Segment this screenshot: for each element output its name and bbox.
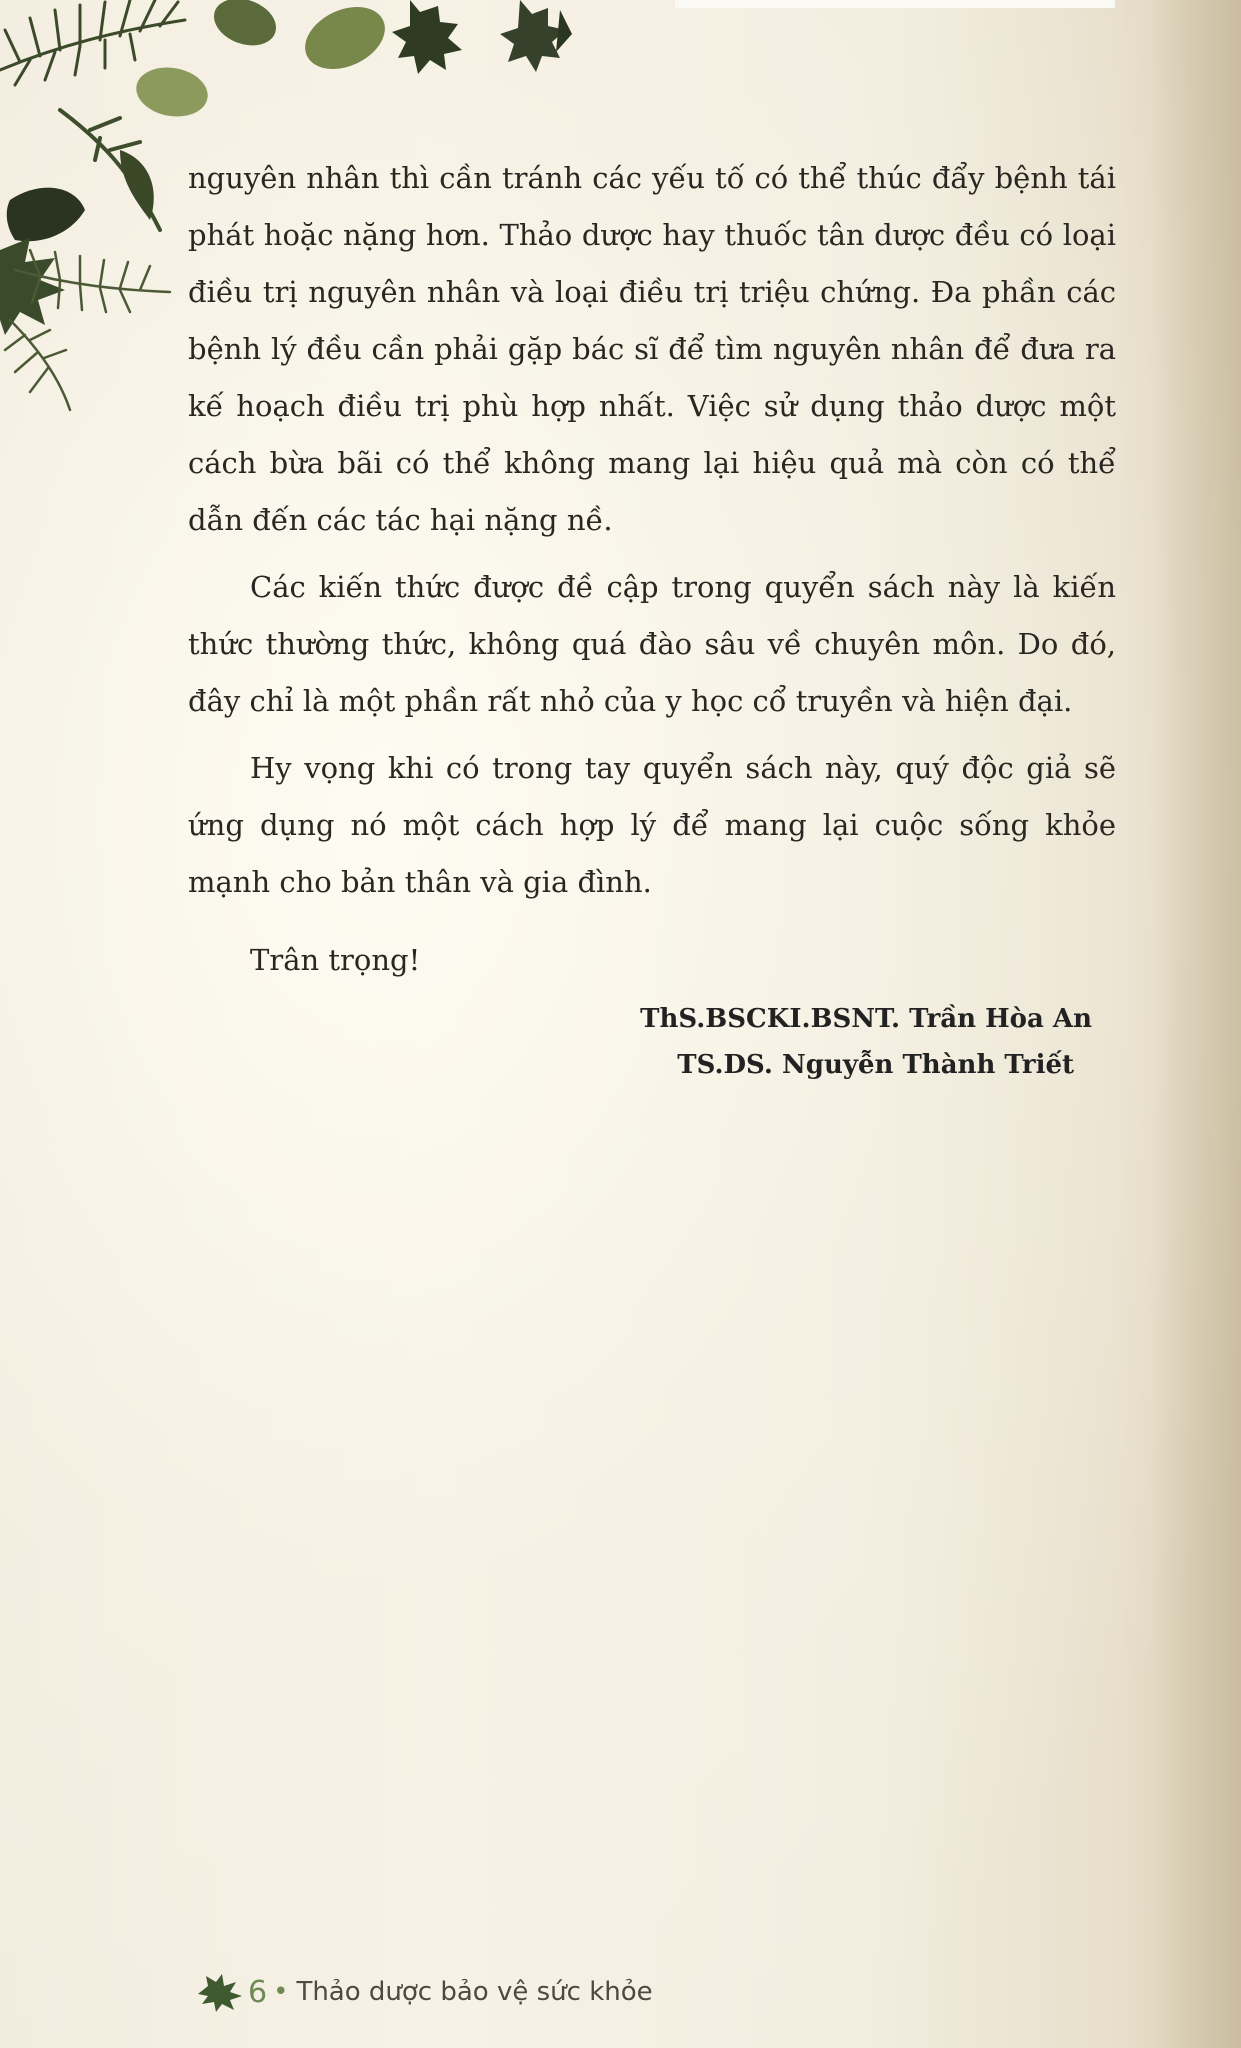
herb-leaf-icon [194,1972,244,2012]
closing-salutation: Trân trọng! [250,943,421,977]
author-signatures [560,996,1092,1088]
book-title: Thảo dược bảo vệ sức khỏe [296,1977,653,2007]
page-gutter-shadow [1151,0,1241,2048]
author-name: TS.DS. Nguyễn Thành Triết [677,1050,1074,1080]
author-name: ThS.BSCKI.BSNT. Trần Hòa An [640,1004,1092,1034]
body-text [188,150,1116,921]
footer-separator: • [273,1977,289,2007]
paragraph-hope: Hy vọng khi có trong tay quyển sách này, quý độc giả sẽ ứng dụng nó một cách hợp lý để mang lại cuộc sống khỏe mạnh cho bản thân và gia đình. [188,751,1116,899]
page-footer [194,1972,653,2012]
page-edge-strip [675,0,1115,8]
paragraph-knowledge: Các kiến thức được đề cập trong quyển sách này là kiến thức thường thức, không quá đào sâu về chuyên môn. Do đó, đây chỉ là một phần rất nhỏ của y học cổ truyền và hiện đại. [188,570,1116,718]
page-number: 6 [248,1974,268,2010]
paragraph-continued: nguyên nhân thì cần tránh các yếu tố có thể thúc đẩy bệnh tái phát hoặc nặng hơn. Thảo dược hay thuốc tân dược đều có loại điều trị nguyên nhân và loại điều trị triệu chứng. Đa phần các bệnh lý đều cần phải gặp bác sĩ để tìm nguyên nhân để đưa ra kế hoạch điều trị phù hợp nhất. Việc sử dụng thảo dược một cách bừa bãi có thể không mang lại hiệu quả mà còn có thể dẫn đến các tác hại nặng nề. [188,161,1116,537]
